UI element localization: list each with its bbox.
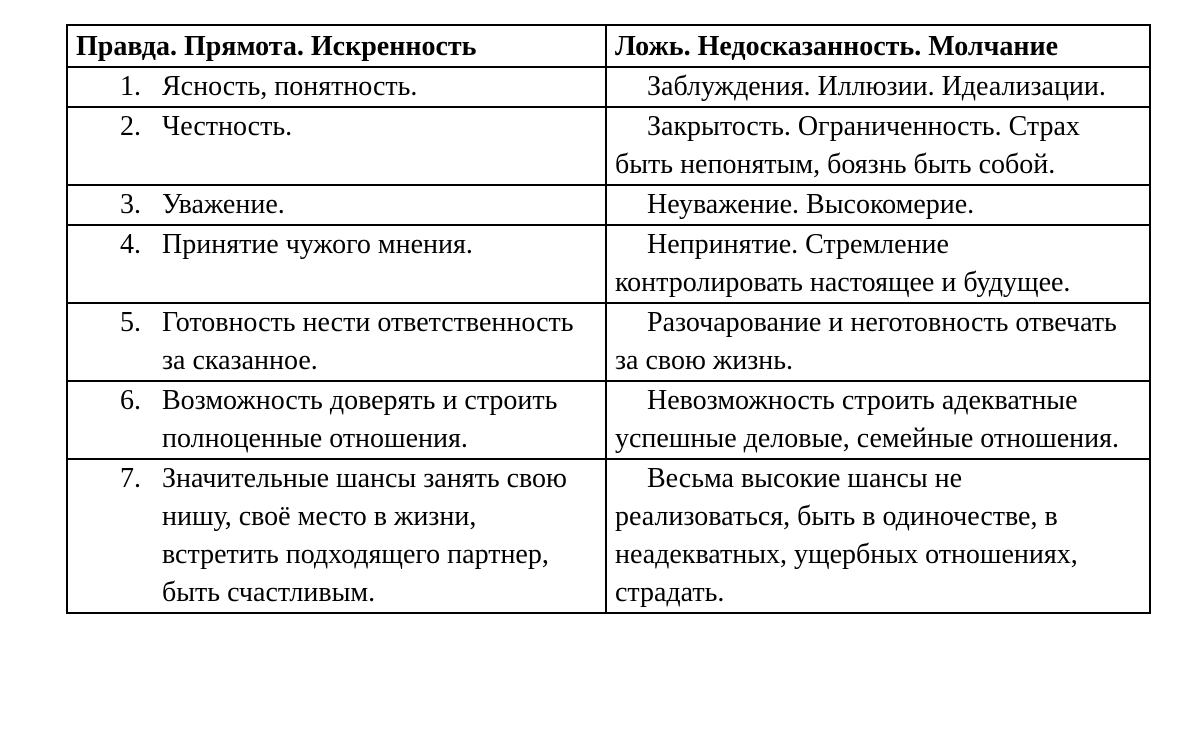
right-text: Разочарование и неготовность отвечать за свою жизнь. [615,307,1117,376]
right-cell [606,107,1150,185]
left-text: Ясность, понятность. [162,71,418,102]
left-cell [67,303,606,381]
left-text: Возможность доверять и строить полноценные отношения. [162,385,558,454]
row-number: 3. [120,189,141,220]
right-cell [606,225,1150,303]
table-row [67,67,1150,107]
row-number: 6. [120,385,141,416]
right-cell [606,67,1150,107]
table-row [67,303,1150,381]
left-text: Честность. [162,111,293,142]
row-number: 4. [120,229,141,260]
header-right: Ложь. Недосказанность. Молчание [606,25,1150,67]
right-cell [606,185,1150,225]
row-number: 7. [120,463,141,494]
left-cell [67,107,606,185]
left-text: Значительные шансы занять свою нишу, своё место в жизни, встретить подходящего партнер, быть счастливым. [162,463,567,608]
table-row [67,185,1150,225]
right-text: Весьма высокие шансы не реализоваться, быть в одиночестве, в неадекватных, ущербных отношениях, страдать. [615,463,1078,608]
left-cell [67,225,606,303]
row-number: 1. [120,71,141,102]
right-text: Неуважение. Высокомерие. [647,189,975,220]
table-row [67,381,1150,459]
row-number: 5. [120,307,141,338]
left-cell [67,185,606,225]
right-cell [606,303,1150,381]
table-row [67,225,1150,303]
left-text: Готовность нести ответственность за сказанное. [162,307,574,376]
right-text: Закрытость. Ограниченность. Страх быть непонятым, боязнь быть собой. [615,111,1080,180]
right-text: Невозможность строить адекватные успешные деловые, семейные отношения. [615,385,1119,454]
left-cell [67,67,606,107]
left-cell [67,459,606,613]
right-cell [606,381,1150,459]
right-text: Заблуждения. Иллюзии. Идеализации. [647,71,1106,102]
table-row [67,459,1150,613]
left-text: Уважение. [162,189,285,220]
right-text: Непринятие. Стремление контролировать настоящее и будущее. [615,229,1071,298]
right-cell [606,459,1150,613]
header-left: Правда. Прямота. Искренность [67,25,606,67]
row-number: 2. [120,111,141,142]
table-row [67,107,1150,185]
comparison-table [66,24,1151,614]
left-text: Принятие чужого мнения. [162,229,473,260]
left-cell [67,381,606,459]
header-row [67,25,1150,67]
